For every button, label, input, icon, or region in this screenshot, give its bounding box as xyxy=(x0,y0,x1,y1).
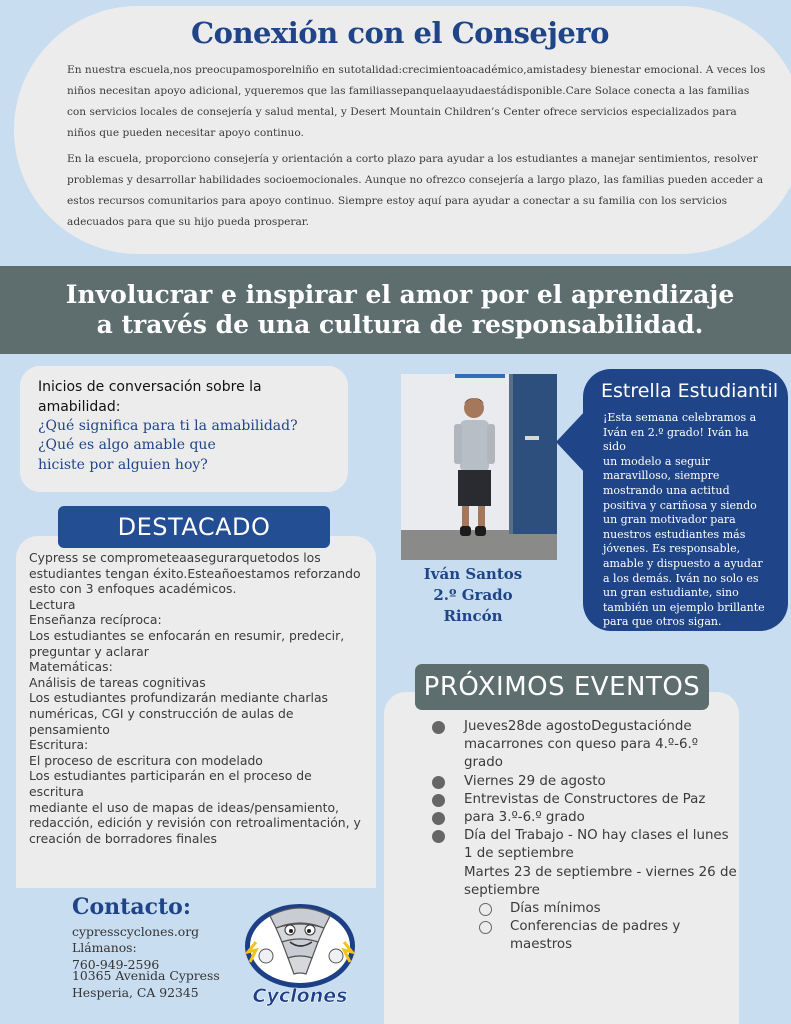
contact-address-line2: Hesperia, CA 92345 xyxy=(72,985,199,1000)
event-subitem xyxy=(430,918,740,954)
highlight-line: preguntar y aclarar xyxy=(29,643,149,659)
contact-address-line1: 10365 Avenida Cypress xyxy=(72,968,220,983)
highlight-line: estudiantes tengan éxito.Esteañoestamos reforzando xyxy=(29,565,361,581)
event-item xyxy=(430,827,740,863)
highlight-line: redacción, edición y revisión con retroalimentación, y xyxy=(29,815,361,831)
highlight-line: El proceso de escritura con modelado xyxy=(29,752,263,768)
cyclone-mascot-icon xyxy=(226,898,376,1010)
event-item xyxy=(430,791,740,809)
intro-paragraph: En nuestra escuela,nos preocupamosporelniño en sutotalidad:crecimientoacadémico,amistadesy bienestar emocional. A veces los niños necesitan apoyo adicional, yqueremos que las familiassepanquelaayudaestádisponible.Care Solace conecta a las familias con servicios locales de consejería y salud mental, y Desert Mountain Children’s Center ofrece servicios especializados para niños que pueden necesitar apoyo continuo. xyxy=(67,64,766,139)
conversation-question: ¿Qué significa para ti la amabilidad? xyxy=(38,418,298,434)
highlight-line: Lectura xyxy=(29,596,76,612)
motto-text xyxy=(0,280,791,340)
events-list xyxy=(430,718,740,955)
contact-website[interactable]: cypresscyclones.org xyxy=(72,924,200,939)
event-text: Conferencias de padres y maestros xyxy=(510,919,681,953)
student-photo-illustration xyxy=(401,374,557,560)
bullet-icon xyxy=(432,721,445,734)
highlight-body xyxy=(29,550,369,846)
student-star-body xyxy=(603,411,775,630)
event-subitem xyxy=(430,900,740,918)
motto-line: a través de una cultura de responsabilidad. xyxy=(96,310,704,339)
highlight-heading-text: DESTACADO xyxy=(117,513,271,541)
contact-title: Contacto: xyxy=(72,894,191,920)
student-name: Iván Santos xyxy=(423,565,523,583)
student-photo xyxy=(401,374,557,560)
student-teacher: Rincón xyxy=(443,607,503,625)
counselor-intro xyxy=(67,60,767,233)
motto-line: Involucrar e inspirar el amor por el aprendizaje xyxy=(65,280,735,309)
star-line: para que otros sigan. xyxy=(603,615,722,629)
star-line: amable y dispuesto a ayudar xyxy=(603,556,763,570)
event-text: Jueves28de agostoDegustaciónde macarrones con queso para 4.º-6.º grado xyxy=(464,719,699,771)
contact-phone[interactable]: 760-949-2596 xyxy=(72,957,160,972)
bullet-icon xyxy=(432,812,445,825)
hollow-bullet-icon xyxy=(479,921,492,934)
event-text: Día del Trabajo - NO hay clases el lunes 1 de septiembre xyxy=(464,828,729,862)
highlight-line: esto con 3 enfoques académicos. xyxy=(29,581,237,597)
contact-call-label: Llámanos: xyxy=(72,940,137,955)
bullet-icon xyxy=(432,776,445,789)
bullet-icon xyxy=(432,794,445,807)
star-line: maravilloso, siempre xyxy=(603,469,720,483)
highlight-line: pensamiento xyxy=(29,721,110,737)
highlight-line: creación de borradores finales xyxy=(29,830,217,846)
events-heading xyxy=(415,664,709,710)
star-line: nuestros estudiantes más xyxy=(603,527,746,541)
event-text: Entrevistas de Constructores de Paz xyxy=(464,791,706,807)
highlight-line: Escritura: xyxy=(29,737,89,753)
event-item xyxy=(430,809,740,827)
event-item xyxy=(430,718,740,773)
conversation-question: hiciste por alguien hoy? xyxy=(38,457,208,473)
event-item xyxy=(430,773,740,791)
highlight-line: Los estudiantes participarán en el proceso de escritura xyxy=(29,768,312,799)
hollow-bullet-icon xyxy=(479,903,492,916)
cyclones-logo xyxy=(226,898,376,1010)
event-text: para 3.º-6.º grado xyxy=(464,810,585,826)
highlight-line: numéricas, CGI y construcción de aulas de xyxy=(29,705,294,721)
star-line: ¡Esta semana celebramos a xyxy=(603,411,757,424)
star-line: positiva y cariñosa y siendo xyxy=(603,498,757,512)
highlight-line: Los estudiantes profundizarán mediante charlas xyxy=(29,690,329,706)
intro-paragraph: En la escuela, proporciono consejería y orientación a corto plazo para ayudar a los estudiantes a manejar sentimientos, resolver problemas y desarrollar habilidades socioemocionales. Aunque no ofrezco consejería a largo plazo, las familias pueden acceder a estos recursos comunitarios para apoyo continuo. Siempre estoy aquí para ayudar a conectar a su familia con los servicios adecuados para que su hijo pueda prosperar. xyxy=(67,153,764,228)
student-star-title: Estrella Estudiantil xyxy=(601,380,779,402)
highlight-line: Cypress se comprometeaasegurarquetodos los xyxy=(29,550,321,565)
student-grade: 2.º Grado xyxy=(433,586,513,604)
highlight-line: Enseñanza recíproca: xyxy=(29,612,162,628)
star-line: mostrando una actitud xyxy=(603,483,730,497)
highlight-line: Análisis de tareas cognitivas xyxy=(29,674,206,690)
star-line: un gran estudiante, sino xyxy=(603,586,739,600)
star-line: jóvenes. Es responsable, xyxy=(603,542,741,556)
logo-wordmark: Cyclones xyxy=(252,985,348,1007)
star-line: un modelo a seguir xyxy=(603,454,711,468)
events-heading-text: PRÓXIMOS EVENTOS xyxy=(423,672,701,702)
speech-tail xyxy=(556,410,586,474)
event-text: Días mínimos xyxy=(510,901,601,917)
star-line: Iván en 2.º grado! Iván ha sido xyxy=(603,425,749,454)
highlight-line: Los estudiantes se enfocarán en resumir, predecir, xyxy=(29,627,345,643)
star-line: también un ejemplo brillante xyxy=(603,600,765,614)
bullet-icon xyxy=(432,830,445,843)
star-line: a los demás. Iván no solo es xyxy=(603,571,759,585)
highlight-heading xyxy=(58,506,330,548)
highlight-line: mediante el uso de mapas de ideas/pensamiento, xyxy=(29,799,339,815)
event-item xyxy=(430,864,740,900)
conversation-title: Inicios de conversación sobre la amabilidad: xyxy=(38,379,262,415)
event-text: Martes 23 de septiembre - viernes 26 de septiembre xyxy=(464,864,737,898)
event-text: Viernes 29 de agosto xyxy=(464,773,606,789)
conversation-question: ¿Qué es algo amable que xyxy=(38,437,216,453)
highlight-line: Matemáticas: xyxy=(29,659,113,675)
star-line: un gran motivador para xyxy=(603,513,736,527)
page-title: Conexión con el Consejero xyxy=(191,16,609,50)
